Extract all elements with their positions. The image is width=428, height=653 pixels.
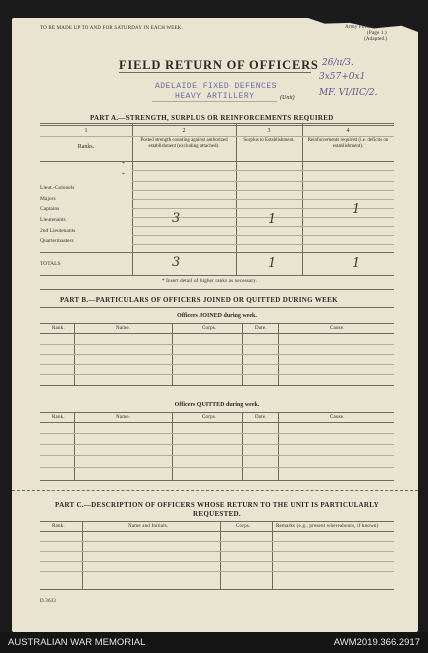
rank-asterisk-2: *	[122, 172, 125, 178]
part-c-col-name: Name and Initials.	[128, 524, 169, 529]
rank-lieut-colonels: Lieut.-Colonels	[40, 185, 75, 191]
page-label: (Page 1.)	[367, 31, 387, 36]
quitted-heading: Officers QUITTED during week.	[174, 402, 260, 408]
joined-col-date: Date.	[255, 326, 267, 331]
totals-label: TOTALS	[40, 261, 61, 267]
rank-asterisk-1: *	[122, 161, 125, 167]
total-surplus: 1	[268, 256, 277, 271]
surplus-lieutenants-value: 1	[268, 212, 277, 227]
top-note: TO BE MADE UP TO AND FOR SATURDAY IN EACH WEEK.	[40, 26, 184, 31]
reinforce-captains-value: 1	[352, 202, 361, 217]
joined-col-cause: Cause.	[330, 326, 345, 331]
rank-lieutenants: Lieutenants	[40, 217, 66, 223]
part-c-heading: PART C.—DESCRIPTION OF OFFICERS WHOSE RETURN TO THE UNIT IS PARTICULARLY REQUESTED.	[55, 501, 379, 518]
footer-institution: AUSTRALIAN WAR MEMORIAL	[8, 637, 146, 648]
unit-label: (Unit)	[280, 95, 295, 101]
posted-lieutenants-value: 3	[172, 211, 181, 226]
unit-stamp-line2: HEAVY ARTILLERY	[175, 92, 255, 101]
handwritten-note-2: 3x57+0x1	[319, 72, 366, 82]
handwritten-note-3: MF. VI/IIC/2.	[319, 88, 378, 98]
unit-stamp-line1: ADELAIDE FIXED DEFENCES	[155, 82, 277, 91]
quitted-col-date: Date.	[255, 415, 267, 420]
rank-majors: Majors	[40, 196, 56, 202]
col-header-ranks: Ranks.	[77, 144, 95, 150]
col-num-2: 2	[182, 128, 186, 134]
form-code: D.3633	[40, 599, 57, 604]
army-form-label: Army Form ...	[345, 25, 377, 30]
col-header-surplus: Surplus to Establishment.	[243, 138, 295, 143]
form-title: FIELD RETURN OF OFFICERS	[119, 58, 319, 72]
part-a-heading: PART A.—STRENGTH, SURPLUS OR REINFORCEMENTS REQUIRED	[90, 114, 334, 122]
quitted-col-cause: Cause.	[330, 415, 345, 420]
quitted-col-name: Name.	[116, 415, 131, 420]
part-c-col-corps: Corps.	[236, 524, 251, 529]
archive-footer	[0, 632, 428, 653]
form-paper	[12, 18, 418, 632]
joined-heading: Officers JOINED during week.	[177, 313, 257, 319]
total-reinforcements: 1	[352, 256, 361, 271]
handwritten-note-1: 26/ıı/3.	[322, 58, 354, 68]
col-num-4: 4	[346, 128, 350, 134]
col-num-1: 1	[84, 128, 88, 134]
quitted-col-rank: Rank.	[52, 415, 65, 420]
quitted-col-corps: Corps.	[202, 415, 217, 420]
part-c-col-rank: Rank.	[52, 524, 65, 529]
footer-accession: AWM2019.366.2917	[333, 637, 420, 648]
col-num-3: 3	[267, 128, 271, 134]
rank-2nd-lieutenants: 2nd Lieutenants	[40, 228, 76, 234]
rank-captains: Captains	[40, 206, 60, 212]
part-c-col-remarks: Remarks (e.g., present whereabouts, if known)	[276, 524, 379, 529]
part-b-heading: PART B.—PARTICULARS OF OFFICERS JOINED OR QUITTED DURING WEEK	[60, 296, 338, 304]
total-posted: 3	[172, 255, 181, 270]
col-header-posted: Posted strength counting against authorized establishment (excluding attached).	[140, 138, 228, 149]
joined-col-rank: Rank.	[52, 326, 65, 331]
adapted-label: (Adapted.)	[364, 37, 388, 42]
joined-col-name: Name.	[116, 326, 131, 331]
joined-col-corps: Corps.	[202, 326, 217, 331]
rank-quartermasters: Quartermasters	[40, 238, 74, 244]
col-header-reinforcements: Reinforcements required (i.e. deficits on establishment).	[307, 138, 389, 149]
part-a-footnote: * Insert detail of higher ranks as necessary.	[162, 279, 258, 284]
